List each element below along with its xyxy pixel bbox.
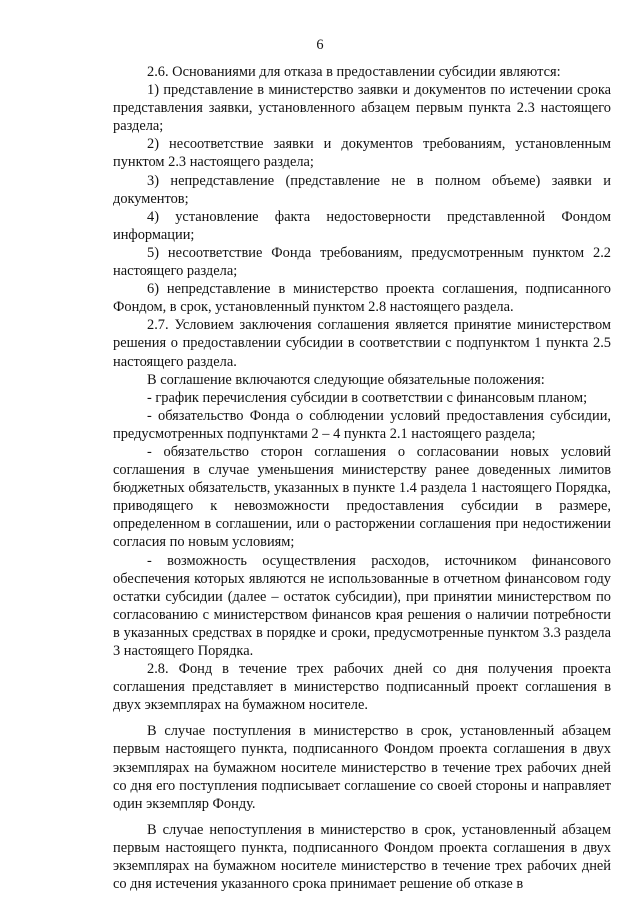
paragraph: 2.8. Фонд в течение трех рабочих дней со дня получения проекта соглашения представляет в министерство подписанный проект соглашения в двух экземплярах на бумажном носителе. bbox=[113, 661, 611, 714]
paragraph: 2.7. Условием заключения соглашения является принятие министерством решения о предоставлении субсидии в соответствии с подпунктом 1 пункта 2.5 настоящего раздела. bbox=[113, 317, 611, 370]
paragraph: - обязательство сторон соглашения о согласовании новых условий соглашения в случае уменьшения министерству ранее доведенных лимитов бюджетных обязательств, указанных в пункте 1.4 раздела 1 настоящего Порядка, приводящего к невозможности предоставления субсидии в размере, определенном в соглашении, или о расторжении соглашения при недостижении согласия по новым условиям; bbox=[113, 443, 611, 551]
document-body bbox=[113, 63, 611, 893]
paragraph: В случае поступления в министерство в срок, установленный абзацем первым настоящего пункта, подписанного Фондом проекта соглашения в двух экземплярах на бумажном носителе министерство в течение трех рабочих дней со дня его поступления подписывает соглашение со своей стороны и направляет один экземпляр Фонду. bbox=[113, 723, 611, 812]
paragraph: - график перечисления субсидии в соответствии с финансовым планом; bbox=[147, 389, 588, 406]
paragraph: - обязательство Фонда о соблюдении условий предоставления субсидии, предусмотренных подпунктами 2 – 4 пункта 2.1 настоящего раздела; bbox=[113, 407, 611, 442]
paragraph: 1) представление в министерство заявки и документов по истечении срока представления заявки, установленного абзацем первым пункта 2.3 настоящего раздела; bbox=[113, 82, 611, 135]
paragraph: 4) установление факта недостоверности представленной Фондом информации; bbox=[113, 208, 611, 243]
paragraph: 5) несоответствие Фонда требованиям, предусмотренным пунктом 2.2 настоящего раздела; bbox=[113, 244, 611, 280]
paragraph: 2) несоответствие заявки и документов требованиям, установленным пунктом 2.3 настоящего раздела; bbox=[113, 136, 611, 171]
paragraph: 3) непредставление (представление не в полном объеме) заявки и документов; bbox=[113, 172, 611, 207]
page-number: 6 bbox=[316, 37, 324, 53]
paragraph: В случае непоступления в министерство в срок, установленный абзацем первым настоящего пункта, подписанного Фондом проекта соглашения в двух экземплярах на бумажном носителе министерство в течение трех рабочих дней со дня истечения указанного срока принимает решение об отказе в bbox=[113, 821, 611, 893]
paragraph: 6) непредставление в министерство проекта соглашения, подписанного Фондом, в срок, установленный пунктом 2.8 настоящего раздела. bbox=[113, 281, 611, 316]
paragraph: В соглашение включаются следующие обязательные положения: bbox=[147, 371, 545, 388]
paragraph: - возможность осуществления расходов, источником финансового обеспечения которых являются не использованные в отчетном финансовом году остатки субсидии (далее – остаток субсидии), при принятии министерством по согласованию с министерством финансов края решения о наличии потребности в указанных средствах в порядке и сроки, предусмотренные пунктом 3.3 раздела 3 настоящего Порядка. bbox=[113, 552, 611, 659]
paragraph: 2.6. Основаниями для отказа в предоставлении субсидии являются: bbox=[147, 64, 561, 80]
